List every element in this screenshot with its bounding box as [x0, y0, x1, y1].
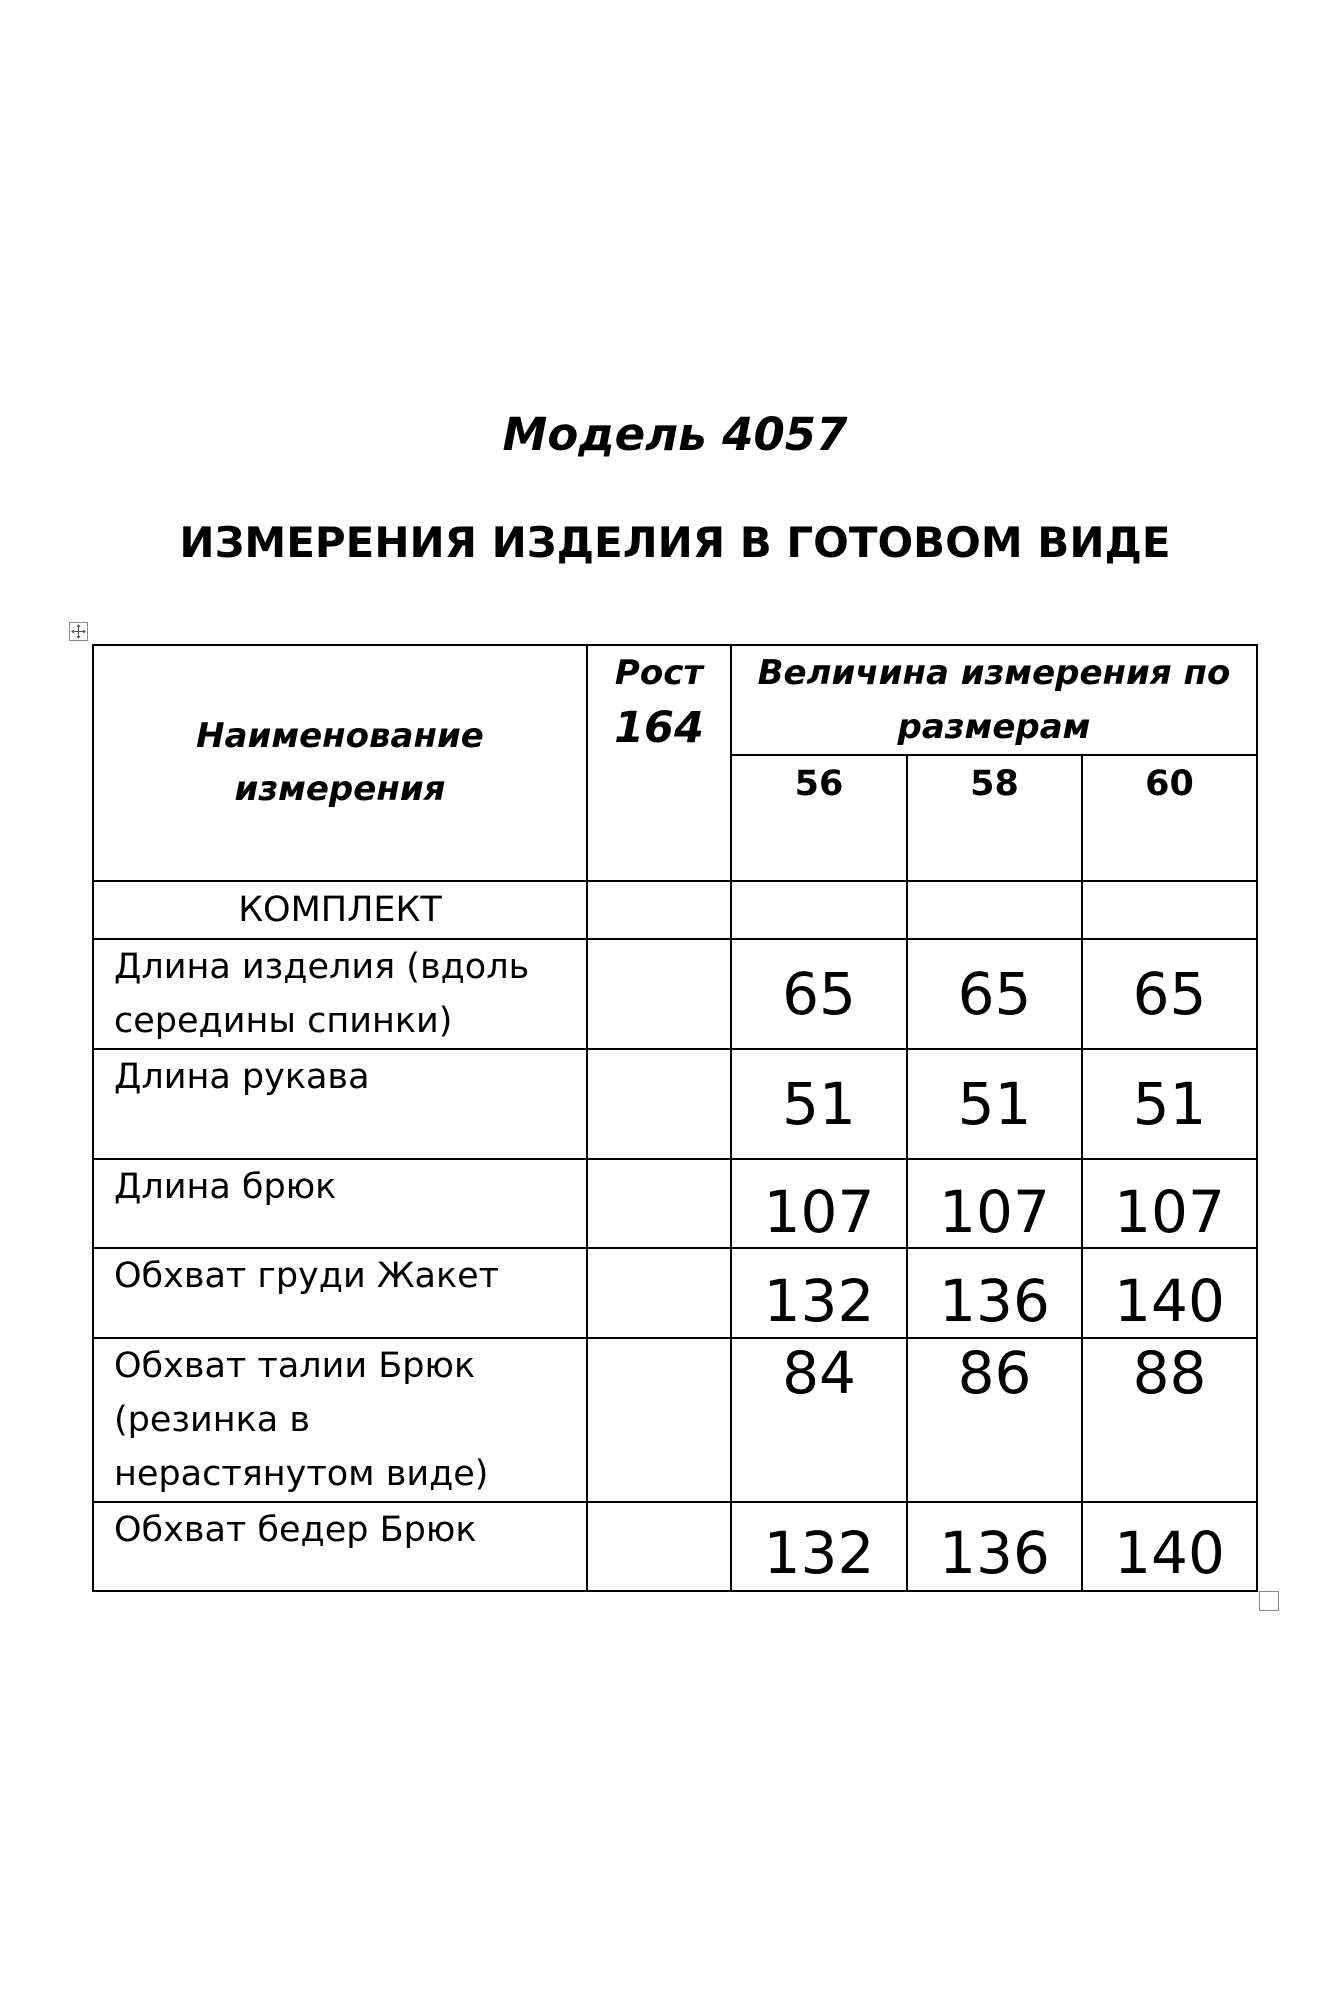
table-cell: [907, 881, 1082, 939]
size-header-60: 60: [1082, 755, 1257, 881]
document-heading: ИЗМЕРЕНИЯ ИЗДЕЛИЯ В ГОТОВОМ ВИДЕ: [179, 518, 1171, 567]
measurement-name: [93, 1248, 587, 1338]
height-cell: [587, 1502, 731, 1591]
value-cell: 132: [731, 1248, 907, 1338]
value-cell: 107: [907, 1159, 1082, 1248]
measurement-name: [93, 939, 587, 1049]
value-cell: 136: [907, 1248, 1082, 1338]
table-row: [93, 939, 1257, 1049]
measurement-name: [93, 1338, 587, 1502]
header-height-label: Рост: [614, 653, 704, 693]
table-row: [93, 1049, 1257, 1159]
model-title: Модель 4057: [502, 408, 848, 461]
height-cell: [587, 939, 731, 1049]
measurement-name-line: середины спинки): [114, 1001, 453, 1041]
measurement-name-line: Обхват бедер Брюк: [114, 1510, 477, 1550]
header-measurement-name: [93, 645, 587, 881]
table-cell: [731, 881, 907, 939]
header-sizes-line1: Величина измерения по: [757, 653, 1231, 693]
table-row: [93, 1159, 1257, 1248]
value-cell: 107: [1082, 1159, 1257, 1248]
measurement-name: [93, 1502, 587, 1591]
measurement-name: [93, 1049, 587, 1159]
value-cell: 84: [731, 1338, 907, 1502]
header-height-value: 164: [614, 703, 704, 753]
measurement-name-line: Обхват талии Брюк: [114, 1346, 476, 1386]
height-cell: [587, 1159, 731, 1248]
measurements-table: [92, 644, 1258, 1592]
value-cell: 65: [1082, 939, 1257, 1049]
measurement-name-line: Обхват груди Жакет: [114, 1256, 500, 1296]
value-cell: 86: [907, 1338, 1082, 1502]
table-row: [93, 1248, 1257, 1338]
section-row: [93, 881, 1257, 939]
measurement-name-line: Длина брюк: [114, 1167, 337, 1207]
table-row: [93, 1502, 1257, 1591]
value-cell: 132: [731, 1502, 907, 1591]
value-cell: 140: [1082, 1248, 1257, 1338]
value-cell: 51: [731, 1049, 907, 1159]
table-cell: [1082, 881, 1257, 939]
section-label: КОМПЛЕКТ: [93, 881, 587, 939]
value-cell: 51: [907, 1049, 1082, 1159]
height-cell: [587, 1248, 731, 1338]
value-cell: 65: [907, 939, 1082, 1049]
value-cell: 136: [907, 1502, 1082, 1591]
value-cell: 140: [1082, 1502, 1257, 1591]
table-cell: [587, 881, 731, 939]
measurement-name: [93, 1159, 587, 1248]
value-cell: 51: [1082, 1049, 1257, 1159]
value-cell: 65: [731, 939, 907, 1049]
value-cell: 88: [1082, 1338, 1257, 1502]
table-row: [93, 1338, 1257, 1502]
measurement-name-line: (резинка в: [114, 1400, 310, 1440]
height-cell: [587, 1049, 731, 1159]
header-name-line2: измерения: [234, 769, 446, 809]
measurement-name-line: нерастянутом виде): [114, 1454, 489, 1494]
value-cell: 107: [731, 1159, 907, 1248]
height-cell: [587, 1338, 731, 1502]
header-name-line1: Наименование: [196, 716, 484, 756]
header-sizes-line2: размерам: [897, 707, 1091, 747]
table-resize-handle-icon[interactable]: [1259, 1591, 1279, 1611]
measurement-name-line: Длина изделия (вдоль: [114, 947, 530, 987]
header-height: [587, 645, 731, 881]
size-header-56: 56: [731, 755, 907, 881]
table-move-handle-icon[interactable]: [69, 622, 88, 641]
measurement-name-line: Длина рукава: [114, 1057, 370, 1097]
size-header-58: 58: [907, 755, 1082, 881]
header-size-group: [731, 645, 1257, 755]
